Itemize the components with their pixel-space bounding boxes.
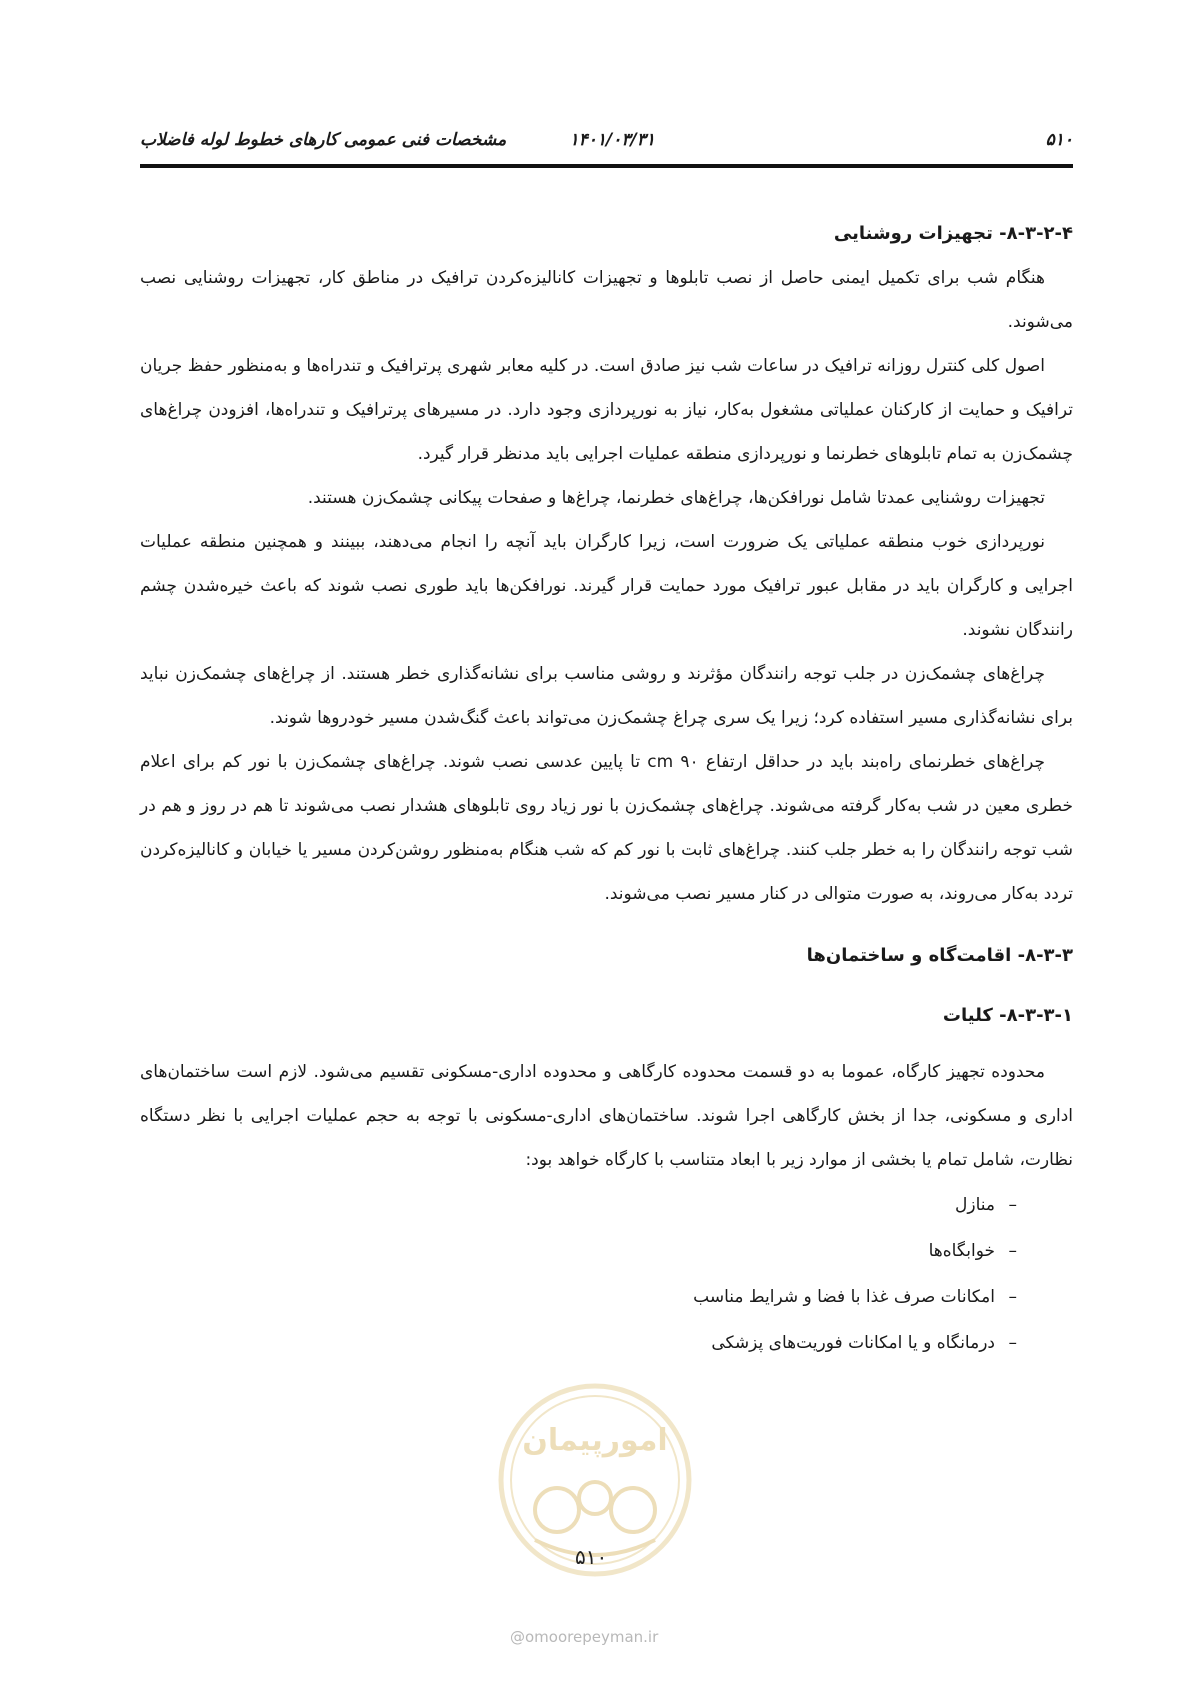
header-date: ۱۴۰۱/۰۳/۳۱ (569, 130, 655, 150)
dash-bullet: – (1008, 1287, 1017, 1307)
header-title: مشخصات فنی عمومی کارهای خطوط لوله فاضلاب (140, 130, 507, 150)
paragraph: نورپردازی خوب منطقه عملیاتی یک ضرورت است، زیرا کارگران باید آنچه را انجام می‌دهند، ببینند و همچنین منطقه عملیات اجرایی و کارگران باید در مقابل عبور ترافیک مورد حمایت قرار گیرند. نورافکن‌ها باید طوری نصب شوند که باعث خیره‌شدن چشم رانندگان نشوند. (140, 532, 1073, 640)
list-item-text: خوابگاه‌ها (928, 1241, 995, 1261)
footer-site: @omoorepeyman.ir (510, 1628, 659, 1646)
paragraph: تجهیزات روشنایی عمدتا شامل نورافکن‌ها، چراغ‌های خطرنما، چراغ‌ها و صفحات پیکانی چشمک‌زن هستند. (307, 488, 1045, 508)
list-item-text: منازل (955, 1195, 995, 1215)
page-body (140, 212, 1073, 1366)
facilities-list (140, 1182, 1073, 1366)
dash-bullet: – (1008, 1195, 1017, 1215)
paragraph: اصول کلی کنترل روزانه ترافیک در ساعات شب نیز صادق است. در کلیه معابر شهری پرترافیک و تندراه‌ها و به‌منظور حفظ جریان ترافیک و حمایت از کارکنان عملیاتی مشغول به‌کار، نیاز به نورپردازی وجود دارد. در مسیرهای پرترافیک و تندراه‌ها، افزودن چراغ‌های چشمک‌زن به تمام تابلوهای خطرنما و نورپردازی منطقه عملیات اجرایی باید مدنظر قرار گیرد. (140, 356, 1073, 464)
paragraph: محدوده تجهیز کارگاه، عموما به دو قسمت محدوده کارگاهی و محدوده اداری-مسکونی تقسیم می‌شود. لازم است ساختمان‌های اداری و مسکونی، جدا از بخش کارگاهی اجرا شوند. ساختمان‌های اداری-مسکونی با توجه به حجم عملیات اجرایی با نظر دستگاه نظارت، شامل تمام یا بخشی از موارد زیر با ابعاد متناسب با کارگاه خواهد بود: (140, 1062, 1073, 1170)
list-item-text: امکانات صرف غذا با فضا و شرایط مناسب (693, 1287, 995, 1307)
list-item (140, 1228, 1073, 1274)
dash-bullet: – (1008, 1241, 1017, 1261)
list-item (140, 1274, 1073, 1320)
dash-bullet: – (1008, 1333, 1017, 1353)
list-item (140, 1182, 1073, 1228)
watermark-text: امورپیمان (522, 1423, 668, 1458)
paragraph: چراغ‌های چشمک‌زن در جلب توجه رانندگان مؤثرند و روشی مناسب برای نشانه‌گذاری خطر هستند. از چراغ‌های چشمک‌زن نباید برای نشانه‌گذاری مسیر استفاده کرد؛ زیرا یک سری چراغ چشمک‌زن می‌تواند باعث گنگ‌شدن مسیر خودروها شوند. (140, 664, 1073, 728)
paragraph: چراغ‌های خطرنمای راه‌بند باید در حداقل ارتفاع ۹۰ cm تا پایین عدسی نصب شوند. چراغ‌های چشمک‌زن با نور کم برای اعلام خطری معین در شب به‌کار گرفته می‌شوند. چراغ‌های چشمک‌زن با نور زیاد روی تابلوهای هشدار نصب می‌شوند تا هم در روز و هم در شب توجه رانندگان را به خطر جلب کنند. چراغ‌های ثابت با نور کم که شب هنگام به‌منظور روشن‌کردن مسیر یا خیابان و کانالیزه‌کردن تردد به‌کار می‌روند، به صورت متوالی در کنار مسیر نصب می‌شوند. (140, 752, 1073, 904)
list-item (140, 1320, 1073, 1366)
section-heading-lighting: ۸-۳-۲-۴- تجهیزات روشنایی (833, 223, 1073, 244)
section-heading-buildings: ۸-۳-۳- اقامت‌گاه و ساختمان‌ها (806, 945, 1073, 966)
section-heading-general: ۸-۳-۳-۱- کلیات (942, 1005, 1073, 1026)
list-item-text: درمانگاه و یا امکانات فوریت‌های پزشکی (711, 1333, 995, 1353)
page-header (140, 124, 1073, 168)
header-page-number: ۵۱۰ (1045, 130, 1073, 150)
paragraph: هنگام شب برای تکمیل ایمنی حاصل از نصب تابلوها و تجهیزات کانالیزه‌کردن ترافیک در مناطق کار، تجهیزات روشنایی نصب می‌شوند. (140, 268, 1073, 332)
footer-page-number: ۵۱۰ (575, 1545, 608, 1569)
